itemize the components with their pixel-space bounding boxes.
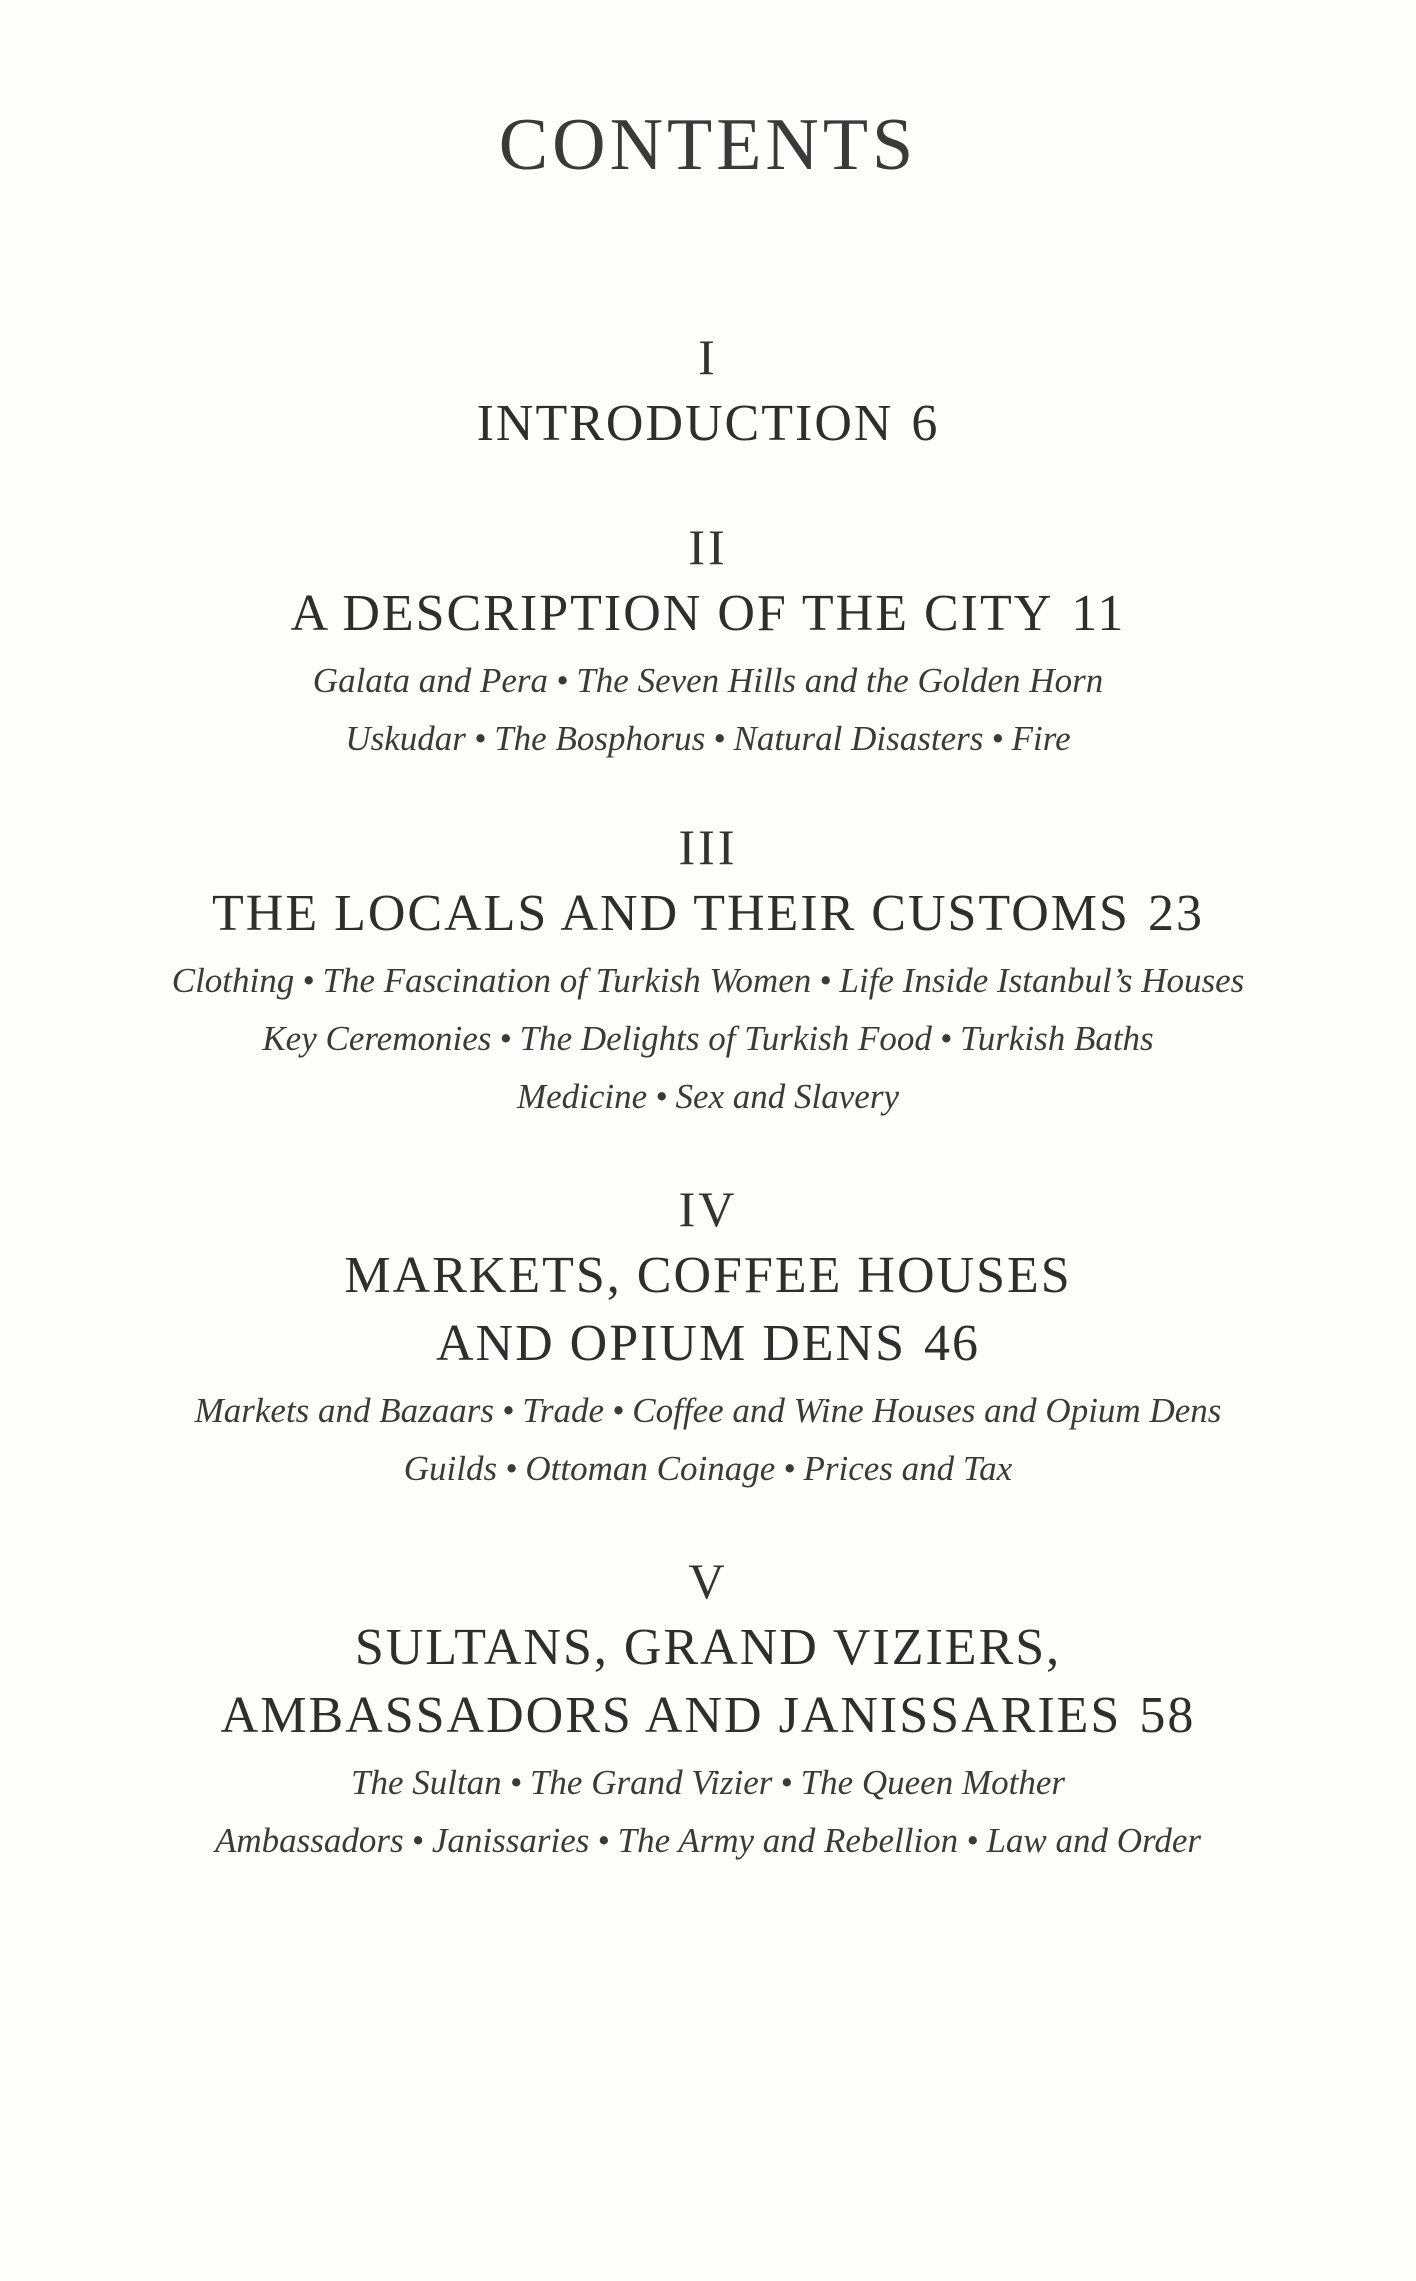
chapter-heading-line	[0, 1682, 1416, 1750]
bullet-separator: •	[713, 719, 726, 758]
chapter-heading-text: A DESCRIPTION OF THE CITY	[290, 585, 1054, 642]
chapter-heading	[0, 1242, 1416, 1378]
subtopic: Fire	[1011, 719, 1071, 758]
chapter-subtopics	[0, 652, 1416, 768]
subtopic-line	[0, 652, 1416, 710]
subtopic: Ottoman Coinage	[525, 1449, 776, 1488]
chapter-heading-text: INTRODUCTION	[476, 395, 894, 452]
chapter-3	[0, 819, 1416, 1126]
bullet-separator: •	[473, 719, 487, 758]
bullet-separator: •	[509, 1763, 522, 1802]
bullet-separator: •	[505, 1449, 518, 1488]
chapter-2	[0, 519, 1416, 768]
chapter-heading-text: AMBASSADORS AND JANISSARIES	[220, 1687, 1122, 1744]
subtopic: The Sultan	[350, 1763, 502, 1802]
subtopic: Turkish Baths	[960, 1019, 1154, 1058]
bullet-separator: •	[655, 1077, 668, 1116]
chapter-subtopics	[0, 1754, 1416, 1870]
chapter-page-number: 11	[1071, 585, 1126, 642]
subtopic: Janissaries	[431, 1821, 590, 1860]
subtopic: Law and Order	[986, 1821, 1202, 1860]
bullet-separator: •	[302, 961, 315, 1000]
chapter-heading	[0, 580, 1416, 648]
subtopic: Clothing	[171, 961, 295, 1000]
subtopic: Medicine	[516, 1077, 648, 1116]
chapter-numeral: V	[688, 1553, 728, 1609]
chapter-heading-text: SULTANS, GRAND VIZIERS,	[354, 1619, 1062, 1676]
subtopic: The Fascination of Turkish Women	[322, 961, 812, 1000]
subtopic-line	[0, 1440, 1416, 1498]
chapter-heading	[0, 390, 1416, 458]
subtopic-line	[0, 1010, 1416, 1068]
chapter-page-number: 23	[1147, 885, 1204, 942]
chapter-subtopics	[0, 952, 1416, 1126]
bullet-separator: •	[939, 1019, 953, 1058]
subtopic-line	[0, 710, 1416, 768]
subtopic: The Seven Hills and the Golden Horn	[576, 661, 1104, 700]
subtopic: Coffee and Wine Houses and Opium Dens	[632, 1391, 1222, 1430]
chapter-subtopics	[0, 1382, 1416, 1498]
subtopic: Markets and Bazaars	[194, 1391, 495, 1430]
subtopic: Key Ceremonies	[262, 1019, 492, 1058]
subtopic: Life Inside Istanbul’s Houses	[839, 961, 1245, 1000]
chapter-heading-text: THE LOCALS AND THEIR CUSTOMS	[212, 885, 1130, 942]
subtopic: Prices and Tax	[803, 1449, 1013, 1488]
subtopic: The Grand Vizier	[529, 1763, 773, 1802]
chapter-4	[0, 1181, 1416, 1498]
chapter-heading-line	[0, 1310, 1416, 1378]
bullet-separator: •	[499, 1019, 512, 1058]
chapter-heading-line	[0, 390, 1416, 458]
subtopic: Uskudar	[345, 719, 466, 758]
chapter-heading-line	[0, 1614, 1416, 1682]
chapter-heading-text: AND OPIUM DENS	[435, 1315, 907, 1372]
chapter-numeral: I	[698, 329, 718, 385]
bullet-separator: •	[411, 1821, 424, 1860]
bullet-separator: •	[597, 1821, 610, 1860]
subtopic: Sex and Slavery	[675, 1077, 899, 1116]
bullet-separator: •	[556, 661, 569, 700]
subtopic-line	[0, 1068, 1416, 1126]
bullet-separator: •	[612, 1391, 625, 1430]
page-title: CONTENTS	[498, 104, 918, 186]
chapter-page-number: 58	[1139, 1687, 1196, 1744]
subtopic: The Bosphorus	[494, 719, 706, 758]
chapter-5	[0, 1553, 1416, 1870]
chapter-page-number: 6	[911, 395, 940, 452]
bullet-separator: •	[966, 1821, 979, 1860]
subtopic: Guilds	[403, 1449, 498, 1488]
chapter-heading-line	[0, 1242, 1416, 1310]
bullet-separator: •	[819, 961, 832, 1000]
subtopic: Trade	[522, 1391, 605, 1430]
bullet-separator: •	[502, 1391, 515, 1430]
subtopic-line	[0, 1812, 1416, 1870]
chapter-numeral: IV	[678, 1181, 738, 1237]
subtopic: The Queen Mother	[800, 1763, 1066, 1802]
subtopic-line	[0, 1754, 1416, 1812]
subtopic: Ambassadors	[214, 1821, 404, 1860]
chapter-heading	[0, 880, 1416, 948]
subtopic: The Army and Rebellion	[617, 1821, 959, 1860]
subtopic-line	[0, 952, 1416, 1010]
subtopic: Galata and Pera	[312, 661, 549, 700]
chapter-heading-text: MARKETS, COFFEE HOUSES	[344, 1247, 1072, 1304]
chapter-heading-line	[0, 880, 1416, 948]
subtopic-line	[0, 1382, 1416, 1440]
subtopic: The Delights of Turkish Food	[519, 1019, 932, 1058]
bullet-separator: •	[783, 1449, 796, 1488]
bullet-separator: •	[991, 719, 1004, 758]
chapter-numeral: III	[678, 819, 738, 875]
chapter-heading-line	[0, 580, 1416, 648]
chapter-page-number: 46	[924, 1315, 981, 1372]
subtopic: Natural Disasters	[733, 719, 984, 758]
chapter-heading	[0, 1614, 1416, 1750]
chapter-1	[0, 329, 1416, 458]
bullet-separator: •	[780, 1763, 793, 1802]
chapter-numeral: II	[688, 519, 728, 575]
